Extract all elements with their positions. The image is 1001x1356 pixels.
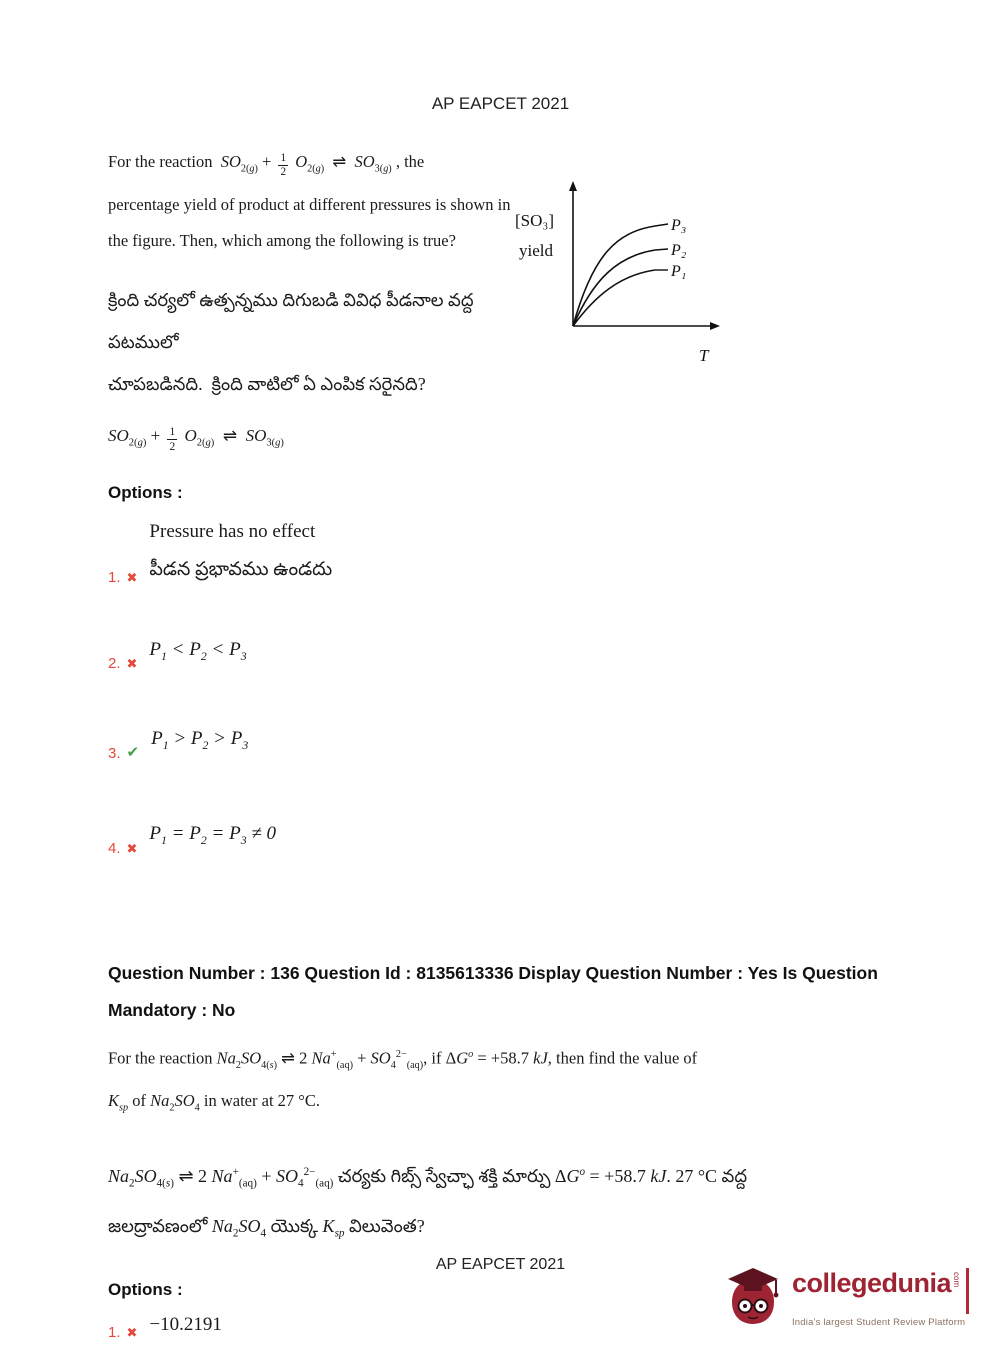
brand-tagline: India's largest Student Review Platform [791, 1317, 966, 1328]
options-label: Options : [108, 482, 183, 502]
y-axis-arrow-icon [569, 181, 577, 191]
option-row-2 [108, 631, 921, 676]
option-number: 1. [108, 568, 121, 586]
question-135-block [108, 144, 921, 860]
question-english-text: For the reaction $SO_{2(g)}$ + $\frac{1}{2}$ $O_{2(g)}$ ⇌ $SO_{3(g)}$ , the percentage yield of product at different pressures is shown in the figure. Then, which among the following is true? [108, 152, 511, 251]
y-axis-label-so3: [SO₃] [515, 211, 554, 230]
option-number: 3. [108, 745, 121, 763]
option-body [149, 513, 332, 589]
collegedunia-logo [724, 1268, 969, 1328]
option-text-math: $P_1 = P_2 = P_3 \ne 0$ [149, 823, 277, 848]
question-telugu-text: క్రింది చర్యలో ఉత్పన్నము దిగుబడి వివిధ పీడనాల వద్ద పటములో చూపబడినది. క్రింది వాటిలో ఏ ఎంపిక సరైనది? [108, 290, 474, 395]
footer-page-title: AP EAPCET 2021 [435, 1256, 566, 1273]
option-body [149, 1306, 221, 1344]
option-body [149, 631, 246, 676]
brand-name: collegedunia [791, 1268, 951, 1298]
graduate-mascot-icon [724, 1268, 782, 1328]
wrong-mark-icon: ✖ [126, 841, 138, 857]
options-label: Options : [108, 1280, 183, 1300]
option-text-math: $P_1 > P_2 > P_3$ [151, 728, 249, 753]
option-row-3 [108, 720, 921, 765]
logo-divider-bar [966, 1268, 969, 1314]
option-number: 1. [108, 1324, 121, 1342]
option-body [149, 815, 276, 860]
question-equation: $SO_{2(g)}$ + $\frac{1}{2}$ $O_{2(g)}$ ⇌ $SO_{3(g)}$ [108, 425, 284, 453]
option-text-english: Pressure has no effect [149, 520, 316, 542]
question-telugu-text: $Na_2SO_{4(s)}$ ⇌ 2 $Na^+_{(aq)} + SO_4^{2-}_{(aq)}$ చర్యకు గిబ్స్ స్వేచ్ఛా శక్తి మార్పు $\Delta G^o = +58.7$ kJ. 27 °C వద్ద జలద్రావణంలో $Na_2SO_4$ యొక్క $K_{sp}$ విలువెంత? [108, 1166, 748, 1240]
brand-tld: com [952, 1272, 961, 1288]
option-row-1 [108, 513, 921, 589]
option-body [151, 720, 248, 765]
wrong-mark-icon: ✖ [126, 656, 138, 672]
option-text-value: −10.2191 [149, 1314, 222, 1336]
curve-label-p3: P₃ [671, 217, 687, 234]
x-axis-label-t: T [699, 346, 709, 365]
brand-text-block [792, 1268, 969, 1328]
option-row-4 [108, 815, 921, 860]
x-axis-arrow-icon [710, 322, 720, 330]
option-text-math: $P_1 < P_2 < P_3$ [149, 638, 247, 663]
question-english-text: For the reaction $Na_2SO_{4(s)}$ ⇌ 2 $Na^+_{(aq)} + SO_4^{2-}_{(aq)}$, if $\Delta G^o = +58.7$ kJ, then find the value of $K_{sp}$ of $Na_2SO_4$ in water at 27 °C. [108, 1048, 698, 1114]
page-title: AP EAPCET 2021 [431, 94, 570, 113]
yield-vs-temperature-graph [505, 176, 740, 381]
wrong-mark-icon: ✖ [126, 569, 138, 585]
curve-p1 [573, 270, 655, 326]
correct-mark-icon: ✔ [126, 745, 140, 762]
y-axis-label-yield: yield [519, 241, 553, 260]
graph-svg [505, 176, 740, 381]
option-text-telugu: పీడన ప్రభావము ఉండదు [149, 558, 333, 580]
curve-p3-tick [655, 224, 668, 226]
curve-label-p2: P₂ [671, 242, 687, 259]
option-number: 2. [108, 655, 121, 673]
content-area [0, 144, 1001, 1344]
wrong-mark-icon: ✖ [126, 1325, 138, 1341]
question-metadata: Question Number : 136 Question Id : 8135613336 Display Question Number : Yes Is Question Mandatory : No [108, 963, 878, 1021]
curve-label-p1: P₁ [671, 263, 687, 280]
curve-p2-tick [655, 249, 668, 250]
option-number: 4. [108, 840, 121, 858]
